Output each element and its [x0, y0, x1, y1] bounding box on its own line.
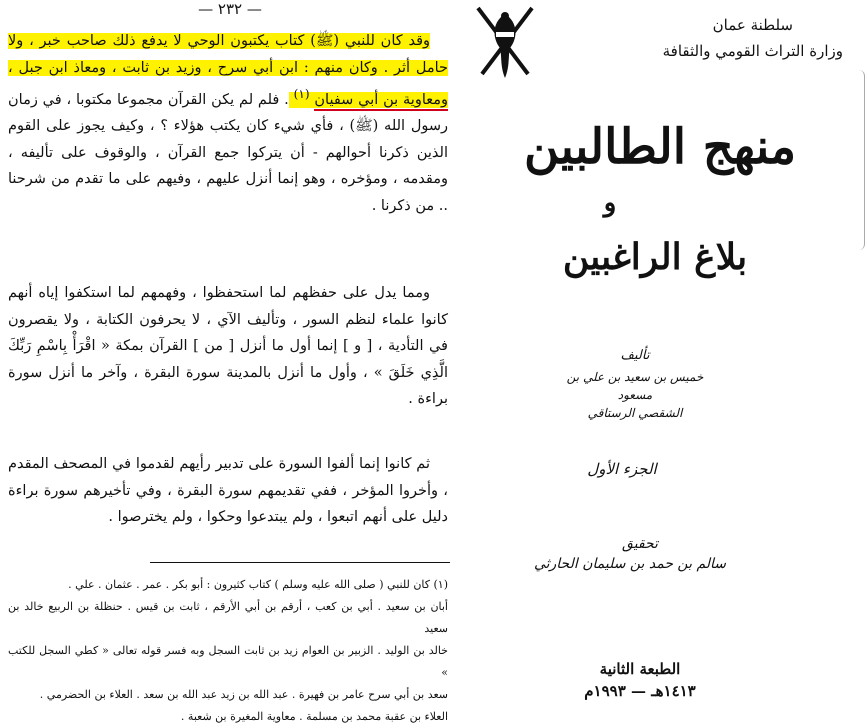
paragraph-1-rest: . فلم لم يكن القرآن مجموعا مكتوبا ، في زمان رسول الله (ﷺ) ، فأي شيء كان يكتب هؤلاء ؟ ، وكيف يجوز على القوم الذين ذكرنا أحوالهم - أن يتركوا جمع القرآن ، والوقوف على تأليفه ، ومقدمه ، ومؤخره ، وهو إنما أنزل عليهم ، وفيهم على ما تقدم من شرحنا .. من ذكرنا .: [8, 91, 448, 214]
page-number: — ٢٣٢ —: [198, 0, 262, 18]
footnote-divider: [150, 562, 450, 563]
page-edge: [856, 70, 865, 250]
paragraph-2: ومما يدل على حفظهم لما استحفظوا ، وفهمهم لما استكفوا إياه أنهم كانوا علماء لنظم السور ، وتأليف الآي ، لا يحرفون الكتابة ، ولا يقصرون في التأدية ، [ و ] إنما أول ما أنزل [ من ] القرآن بمكة « اقْرَأْ بِاسْمِ رَبِّكَ الَّذِي خَلَقَ » ، وأول ما أنزل بالمدينة سورة البقرة ، وآخر ما أنزل سورة براءة .: [8, 285, 448, 407]
book-title: منهج الطالبين: [523, 119, 797, 175]
editor-label: تحقيق: [622, 536, 658, 552]
footnote-line: سعد بن أبي سرح عامر بن فهيرة . عبد الله بن زيد عبد الله بن سعد . العلاء بن الحضرمي .: [39, 688, 448, 701]
right-page: [470, 0, 865, 712]
paragraph-1: [8, 28, 448, 219]
editor-name: سالم بن حمد بن سليمان الحارثي: [533, 556, 727, 572]
volume-label: الجزء الأول: [587, 460, 657, 478]
highlighted-text: وقد كان للنبي (ﷺ) كتاب يكتبون الوحي لا يدفع ذلك صاحب خبر ، ولا حامل أثر . وكان منهم : ابن أبي سرح ، وزيد بن ثابت ، ومعاذ ابن جبل ، ومعاوية بن أبي سفيان $^{(١)}$: [8, 33, 448, 108]
underlined-name: ومعاوية بن أبي سفيان: [314, 92, 448, 111]
publisher: سلطنة عمان وزارة التراث القومي والثقافة: [662, 16, 843, 60]
book-subtitle: بلاغ الراغبين: [562, 236, 748, 278]
author-label: تأليف: [620, 348, 650, 363]
footnote-line: (١) كان للنبي ( صلى الله عليه وسلم ) كتاب كثيرون : أبو بكر . عمر . عثمان . علي .: [68, 578, 448, 591]
footnote-line: خالد بن الوليد . الزبير بن العوام زيد بن ثابت السجل وبه فسر قوله تعالى « كطي السجل للكتب »: [8, 644, 448, 679]
edition: الطبعة الثانية ١٤١٣هـ — ١٩٩٣م: [584, 660, 696, 700]
paragraph-3: ثم كانوا إنما ألفوا السورة على تدبير رأيهم لقدموا في المصحف المقدم ، وأخروا المؤخر ، ففي تقديمهم سورة البقرة ، وفي تأخيرهم سورة براءة دليل على أنهم اتبعوا ، ولم يبتدعوا وحكوا ، ولم يخترصوا .: [8, 456, 448, 525]
author-name: خميس بن سعيد بن علي بن مسعود الشقصي الرستاقي: [566, 370, 704, 420]
footnote-line: أبان بن سعيد . أبي بن كعب ، أرقم بن أبي الأرقم ، ثابت بن قيس . حنظلة بن الربيع خالد بن سعيد: [8, 600, 448, 635]
title-conjunction: و: [603, 188, 617, 218]
oman-emblem-icon: [470, 4, 540, 84]
footnotes: [8, 574, 448, 728]
footnote-mark: (١): [293, 87, 310, 101]
footnote-line: العلاء بن عقبة محمد بن مسلمة . معاوية المغيرة بن شعبة .: [180, 710, 448, 723]
